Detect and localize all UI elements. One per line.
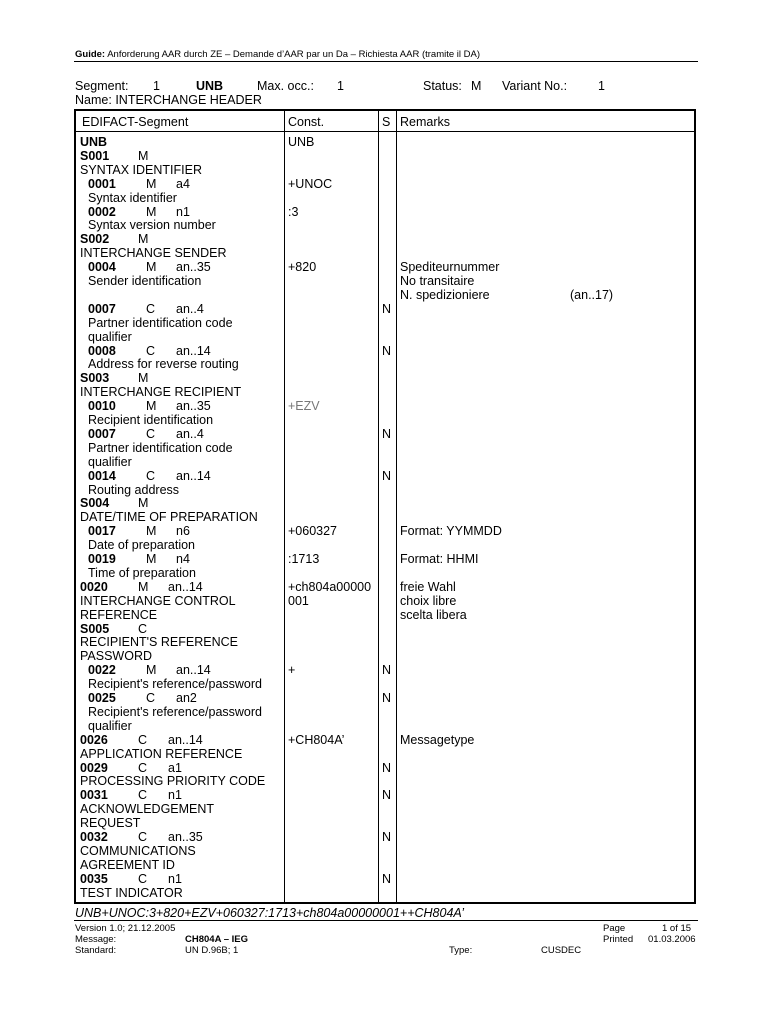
element-status: M — [146, 176, 157, 191]
footer-message-label: Message: — [75, 934, 117, 945]
segment-label: Segment: — [75, 79, 129, 93]
element-text: qualifier — [88, 454, 132, 469]
element-status: M — [138, 148, 149, 163]
element-text: REFERENCE — [80, 607, 158, 622]
element-text: Date of preparation — [88, 538, 196, 553]
element-status: M — [146, 524, 157, 539]
remarks-extra: (an..17) — [570, 287, 614, 302]
element-text: REQUEST — [80, 816, 141, 831]
element-code: S003 — [80, 371, 110, 386]
element-code: S005 — [80, 621, 110, 636]
element-format: n1 — [168, 788, 182, 803]
element-status: C — [138, 732, 148, 747]
element-text: PROCESSING PRIORITY CODE — [80, 774, 266, 789]
element-text: Address for reverse routing — [88, 357, 239, 372]
name-label: Name: — [75, 93, 112, 107]
element-code: 0007 — [88, 426, 116, 441]
header-rule — [74, 61, 698, 62]
element-status: M — [146, 204, 157, 219]
segment-number: 1 — [153, 79, 160, 93]
element-format: an..35 — [176, 260, 211, 275]
footer-page-value: 1 of 15 — [662, 923, 692, 934]
const-value: +820 — [288, 260, 317, 275]
col-header-s: S — [382, 115, 391, 129]
remarks-text: scelta libera — [400, 607, 467, 622]
element-text: AGREEMENT ID — [80, 857, 175, 872]
element-code: 0007 — [88, 301, 116, 316]
guide-text: Anforderung AAR durch ZE – Demande d’AAR par un Da – Richiesta AAR (tramite il DA) — [107, 49, 480, 60]
element-text: Time of preparation — [88, 565, 196, 580]
element-format: an..14 — [176, 343, 211, 358]
element-format: a1 — [168, 760, 182, 775]
element-status: C — [146, 301, 156, 316]
element-code: S001 — [80, 148, 110, 163]
footer-printed-label: Printed — [603, 934, 634, 945]
max-occ-value: 1 — [337, 79, 344, 93]
footer-standard-value: UN D.96B; 1 — [185, 945, 239, 956]
element-format: an..35 — [176, 399, 211, 414]
element-text: PASSWORD — [80, 649, 152, 664]
element-text: Recipient's reference/password — [88, 704, 262, 719]
const-value: + — [288, 663, 296, 678]
element-format: an..35 — [168, 830, 203, 844]
example-string: UNB+UNOC:3+820+EZV+060327:1713+ch804a00000001++CH804A’ — [75, 906, 465, 920]
element-status: C — [138, 871, 148, 886]
footer-standard-label: Standard: — [75, 945, 117, 956]
header-divider — [76, 131, 694, 132]
remarks-text: No transitaire — [400, 274, 475, 288]
element-format: an..4 — [176, 426, 204, 441]
s-flag: N — [382, 760, 392, 775]
element-format: a4 — [176, 176, 190, 191]
element-status: M — [146, 552, 157, 566]
element-text: Sender identification — [88, 274, 202, 288]
variant-label: Variant No.: — [502, 79, 568, 93]
remarks-text: Spediteurnummer — [400, 260, 500, 275]
element-text: Syntax identifier — [88, 190, 177, 205]
col-divider-remarks — [396, 111, 397, 902]
element-status: M — [146, 663, 157, 678]
element-format: an..14 — [168, 579, 203, 594]
element-code: 0002 — [88, 204, 116, 219]
element-code: 0029 — [80, 760, 108, 775]
s-flag: N — [382, 691, 392, 705]
s-flag: N — [382, 871, 392, 886]
element-code: 0026 — [80, 732, 108, 747]
element-status: C — [138, 760, 148, 775]
element-text: Recipient's reference/password — [88, 677, 262, 692]
element-text: Partner identification code — [88, 440, 233, 455]
element-code: 0025 — [88, 691, 116, 705]
element-code: 0032 — [80, 830, 108, 844]
s-flag: N — [382, 301, 392, 316]
remarks-text: Format: HHMI — [400, 552, 479, 566]
footer-type-value: CUSDEC — [541, 945, 582, 956]
element-text: qualifier — [88, 718, 132, 733]
element-text: DATE/TIME OF PREPARATION — [80, 510, 258, 525]
element-text: Routing address — [88, 482, 180, 497]
element-text: Recipient identification — [88, 413, 214, 427]
variant-value: 1 — [598, 79, 605, 93]
remarks-text: choix libre — [400, 593, 457, 608]
element-status: C — [146, 468, 156, 483]
element-status: M — [138, 371, 149, 386]
element-code: UNB — [80, 135, 108, 149]
element-text: SYNTAX IDENTIFIER — [80, 162, 203, 177]
element-code: 0001 — [88, 176, 116, 191]
element-status: M — [138, 579, 149, 594]
s-flag: N — [382, 830, 392, 844]
element-status: M — [138, 232, 149, 247]
element-format: an..4 — [176, 301, 204, 316]
max-occ-label: Max. occ.: — [257, 79, 314, 93]
element-code: 0008 — [88, 343, 116, 358]
element-code: 0031 — [80, 788, 108, 803]
element-format: an..14 — [168, 732, 203, 747]
const-value: :3 — [288, 204, 299, 219]
element-code: 0019 — [88, 552, 116, 566]
element-text: INTERCHANGE SENDER — [80, 246, 227, 261]
s-flag: N — [382, 343, 392, 358]
const-value: 001 — [288, 593, 309, 608]
remarks-text: freie Wahl — [400, 579, 456, 594]
remarks-text: Messagetype — [400, 732, 475, 747]
element-text: TEST INDICATOR — [80, 885, 183, 900]
element-status: C — [146, 426, 156, 441]
footer-rule — [74, 920, 698, 921]
element-code: S004 — [80, 496, 110, 511]
s-flag: N — [382, 426, 392, 441]
element-format: n1 — [176, 204, 190, 219]
element-code: 0010 — [88, 399, 116, 414]
const-value: +CH804A’ — [288, 732, 345, 747]
element-text: INTERCHANGE RECIPIENT — [80, 385, 242, 400]
element-code: 0022 — [88, 663, 116, 678]
guide-label: Guide: — [75, 49, 106, 60]
element-status: M — [146, 260, 157, 275]
element-format: n4 — [176, 552, 190, 566]
const-value: +060327 — [288, 524, 338, 539]
element-code: 0017 — [88, 524, 116, 539]
element-status: C — [146, 691, 156, 705]
const-value: +EZV — [288, 399, 320, 414]
element-code: 0020 — [80, 579, 108, 594]
element-status: M — [138, 496, 149, 511]
element-text: qualifier — [88, 329, 132, 344]
remarks-text: N. spedizioniere — [400, 287, 490, 302]
col-divider-const — [284, 111, 285, 902]
element-status: C — [138, 830, 148, 844]
footer-printed-value: 01.03.2006 — [648, 934, 696, 945]
element-status: C — [138, 621, 148, 636]
element-status: C — [138, 788, 148, 803]
element-status: M — [146, 399, 157, 414]
footer-type-label: Type: — [449, 945, 473, 956]
const-value: +ch804a00000 — [288, 579, 372, 594]
element-code: S002 — [80, 232, 110, 247]
footer-version: Version 1.0; 21.12.2005 — [75, 923, 176, 934]
element-format: n1 — [168, 871, 182, 886]
col-divider-s — [378, 111, 379, 902]
name-value: INTERCHANGE HEADER — [115, 93, 262, 107]
element-code: 0035 — [80, 871, 108, 886]
col-header-remarks: Remarks — [400, 115, 451, 129]
footer-page-label: Page — [603, 923, 626, 934]
const-value: +UNOC — [288, 176, 333, 191]
element-format: n6 — [176, 524, 190, 539]
element-text: INTERCHANGE CONTROL — [80, 593, 236, 608]
element-text: Syntax version number — [88, 218, 216, 233]
element-text: ACKNOWLEDGEMENT — [80, 802, 215, 817]
col-header-segment: EDIFACT-Segment — [82, 115, 189, 129]
s-flag: N — [382, 663, 392, 678]
element-text: APPLICATION REFERENCE — [80, 746, 243, 761]
segment-tag: UNB — [196, 79, 224, 93]
const-value: :1713 — [288, 552, 320, 566]
element-format: an2 — [176, 691, 197, 705]
element-text: COMMUNICATIONS — [80, 843, 196, 858]
s-flag: N — [382, 788, 392, 803]
status-label: Status: — [423, 79, 462, 93]
element-format: an..14 — [176, 663, 211, 678]
element-text: RECIPIENT'S REFERENCE — [80, 635, 238, 650]
guide-line — [75, 49, 480, 60]
footer-message-value: CH804A – IEG — [185, 934, 249, 945]
element-format: an..14 — [176, 468, 211, 483]
const-value: UNB — [288, 135, 315, 149]
col-header-const: Const. — [288, 115, 325, 129]
element-code: 0004 — [88, 260, 116, 275]
s-flag: N — [382, 468, 392, 483]
remarks-text: Format: YYMMDD — [400, 524, 502, 539]
status-value: M — [471, 79, 482, 93]
element-text: Partner identification code — [88, 315, 233, 330]
element-code: 0014 — [88, 468, 116, 483]
element-status: C — [146, 343, 156, 358]
segment-name — [75, 93, 262, 107]
segment-table — [74, 109, 696, 904]
